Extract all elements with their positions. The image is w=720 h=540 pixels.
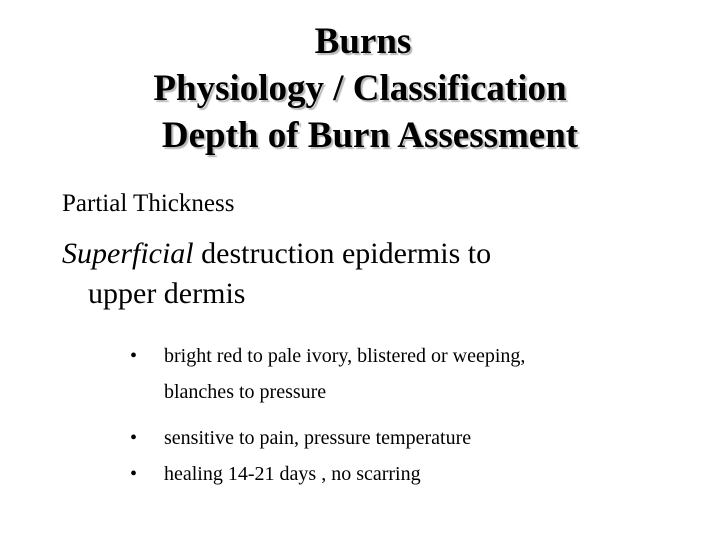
bullet-text-continued: blanches to pressure: [164, 381, 327, 403]
bullet-dot-icon: •: [130, 427, 138, 449]
bullet-dot-icon: •: [130, 345, 138, 367]
main-statement: [62, 234, 662, 314]
bullet-text: healing 14-21 days , no scarring: [164, 463, 421, 485]
bullet-text: sensitive to pain, pressure temperature: [164, 427, 472, 449]
title-line-2: Physiology / Classification: [153, 68, 567, 109]
list-item: [130, 338, 690, 410]
sub-heading: Partial Thickness: [62, 190, 235, 217]
bullet-dot-icon: •: [130, 463, 138, 485]
title-line-1: Burns: [314, 21, 412, 62]
slide-title: [0, 18, 720, 159]
list-item: [130, 456, 690, 492]
bullet-text: bright red to pale ivory, blistered or weeping,: [164, 345, 526, 367]
main-statement-line2: upper dermis: [88, 277, 246, 310]
main-statement-line1: destruction epidermis to: [193, 237, 492, 270]
title-line-3: Depth of Burn Assessment: [161, 115, 579, 156]
bullet-list: [130, 338, 690, 492]
list-item: [130, 420, 690, 456]
emphasis-word: Superficial: [62, 237, 194, 270]
